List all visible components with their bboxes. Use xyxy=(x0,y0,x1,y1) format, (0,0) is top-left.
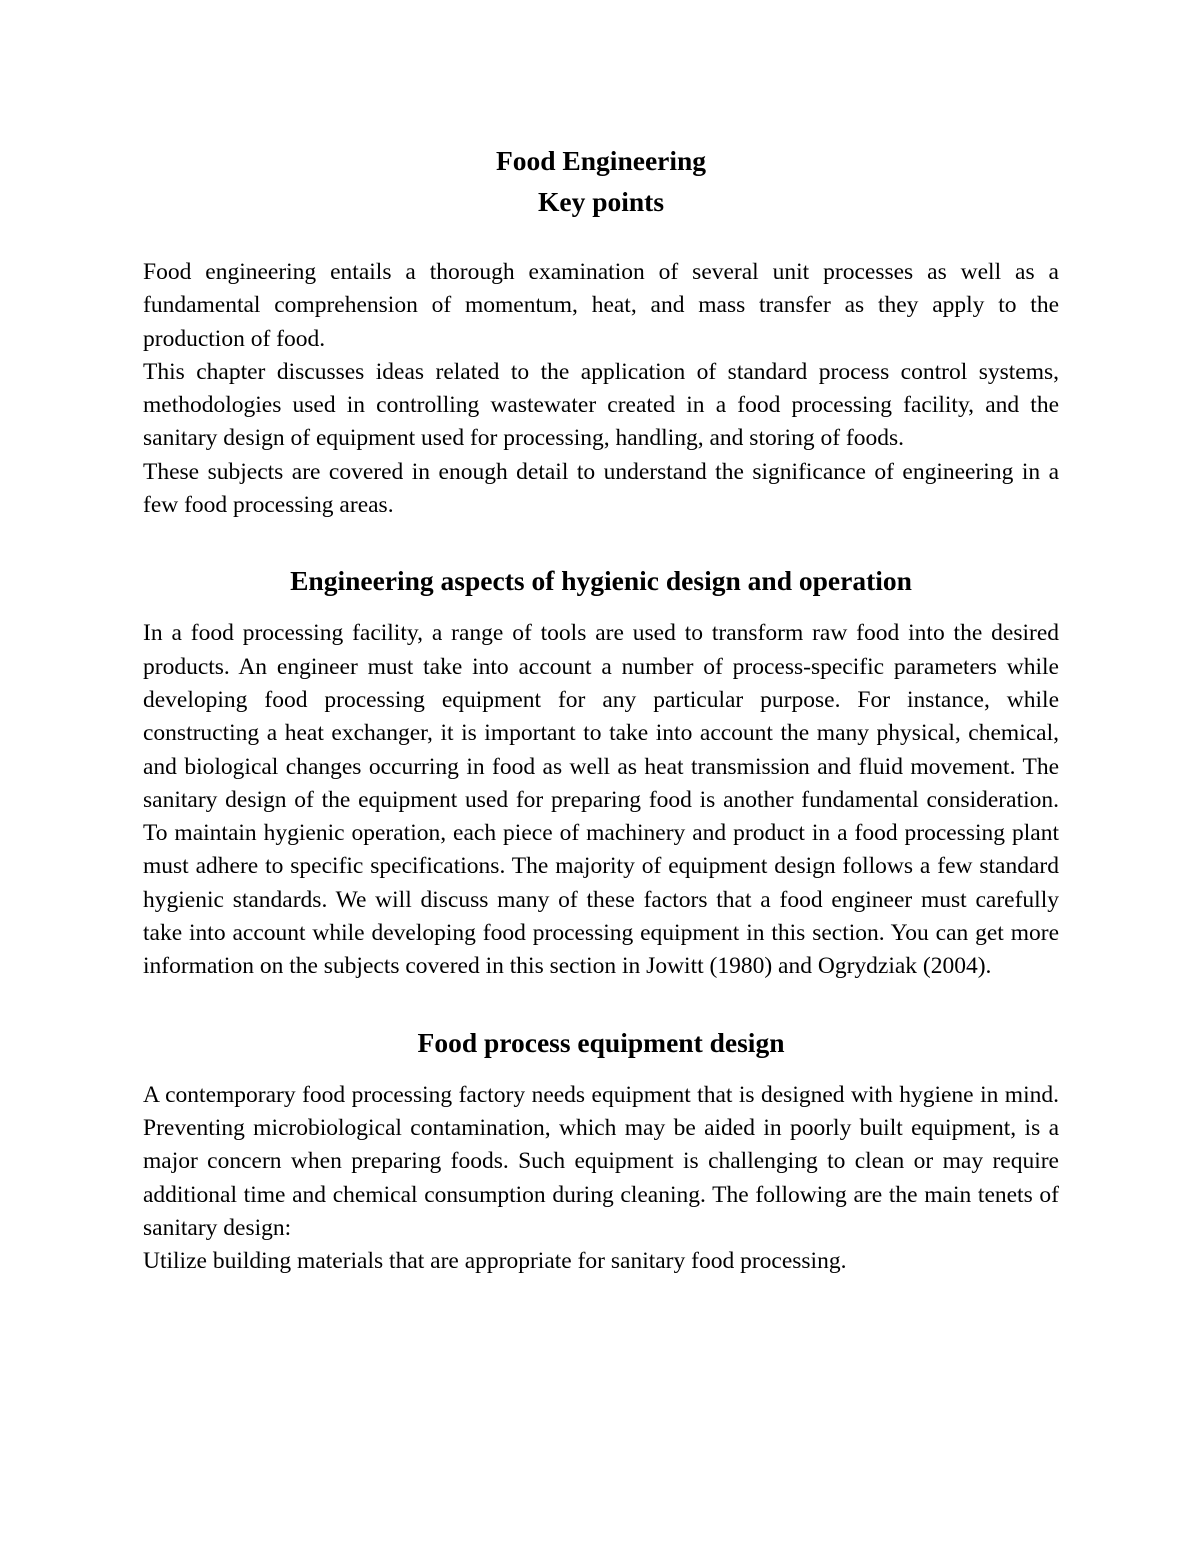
section-heading-equipment-design: Food process equipment design xyxy=(417,1026,785,1058)
intro-paragraph-2: This chapter discusses ideas related to the application of standard process control systems, methodologies used in controlling wastewater created in a food processing facility, and the sanitary design of equipment used for processing, handling, and storing of foods. xyxy=(143,358,1059,452)
sanitary-design-item-1: Utilize building materials that are appropriate for sanitary food processing. xyxy=(143,1248,847,1275)
title-line-2: Key points xyxy=(537,186,665,217)
document-title xyxy=(143,140,1059,222)
document-page xyxy=(143,140,1059,1278)
intro-paragraph-3: These subjects are covered in enough detail to understand the significance of engineering in a few food processing areas. xyxy=(143,458,1059,519)
section-heading-hygienic-design: Engineering aspects of hygienic design and operation xyxy=(290,565,912,597)
section-equipment-design-body: A contemporary food processing factory needs equipment that is designed with hygiene in mind. Preventing microbiological contamination, which may be aided in poorly built equipment, is a major concern when preparing foods. Such equipment is challenging to clean or may require additional time and chemical consumption during cleaning. The following are the main tenets of sanitary design: xyxy=(143,1081,1059,1241)
title-line-1: Food Engineering xyxy=(495,145,707,176)
intro-paragraph-1: Food engineering entails a thorough examination of several unit processes as well as a fundamental comprehension of momentum, heat, and mass transfer as they apply to the production of food. xyxy=(143,259,1059,352)
section-hygienic-design-body: In a food processing facility, a range of tools are used to transform raw food into the desired products. An engineer must take into account a number of process-specific parameters while developing food processing equipment for any particular purpose. For instance, while constructing a heat exchanger, it is important to take into account the many physical, chemical, and biological changes occurring in food as well as heat transmission and fluid movement. The sanitary design of the equipment used for preparing food is another fundamental consideration. To maintain hygienic operation, each piece of machinery and product in a food processing plant must adhere to specific specifications. The majority of equipment design follows a few standard hygienic standards. We will discuss many of these factors that a food engineer must carefully take into account while developing food processing equipment in this section. You can get more information on the subjects covered in this section in Jowitt (1980) and Ogrydziak (2004). xyxy=(143,620,1059,980)
